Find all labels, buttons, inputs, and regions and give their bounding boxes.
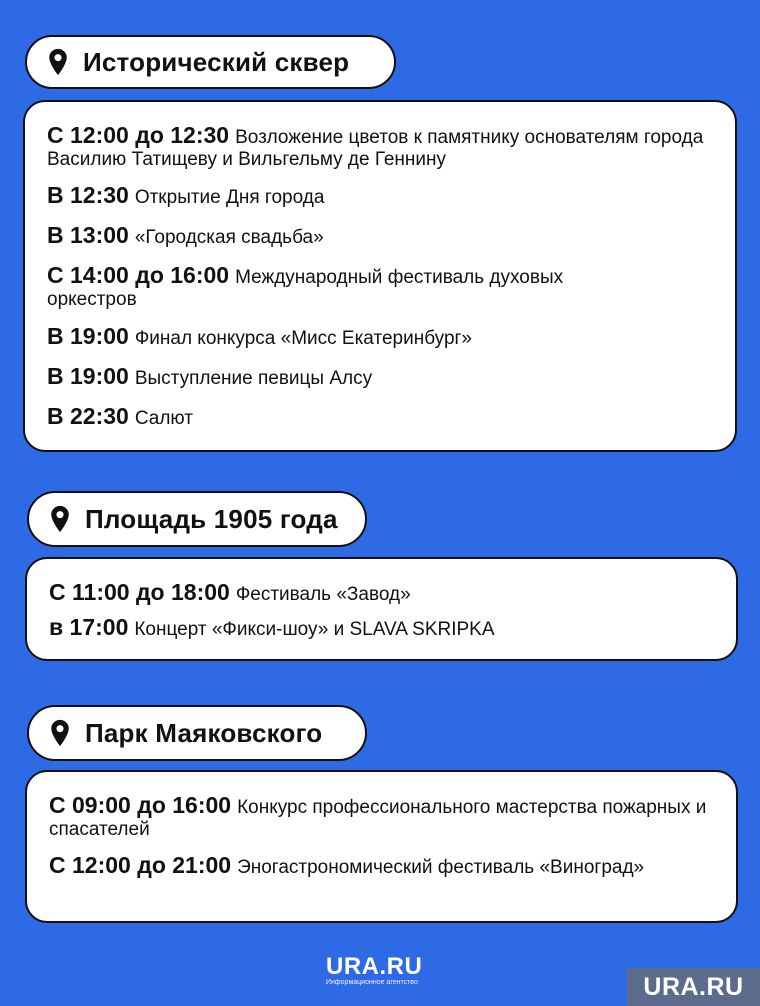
item-time: В 13:00 — [47, 222, 129, 248]
schedule-item — [49, 854, 649, 879]
item-text: Салют — [134, 408, 193, 429]
schedule-card-square-1905 — [25, 557, 738, 661]
schedule-card-historical-square — [23, 100, 737, 452]
schedule-item — [49, 581, 411, 606]
schedule-item — [47, 264, 647, 311]
section-title: Площадь 1905 года — [85, 503, 338, 534]
item-text: Эногастрономический фестиваль «Виноград» — [237, 857, 645, 878]
schedule-item — [49, 616, 495, 641]
section-title: Парк Маяковского — [85, 717, 323, 748]
item-text: Выступление певицы Алсу — [134, 368, 373, 389]
item-text: Возложение цветов к памятнику основателям города Василию Татищеву и Вильгельму де Геннину — [47, 127, 704, 170]
logo-name: URA.RU — [326, 953, 423, 980]
item-time: С 12:00 до 21:00 — [49, 852, 232, 878]
schedule-item — [47, 325, 472, 350]
section-header-square-1905 — [27, 491, 367, 547]
section-title: Исторический сквер — [83, 46, 350, 77]
ura-ru-logo — [326, 953, 423, 988]
item-time: С 09:00 до 16:00 — [49, 792, 232, 818]
item-text: Финал конкурса «Мисс Екатеринбург» — [134, 328, 473, 349]
schedule-item — [49, 794, 709, 841]
section-header-historical-square — [25, 35, 396, 89]
item-text: Концерт «Фикси-шоу» и SLAVA SKRIPKA — [134, 619, 495, 640]
logo-subtitle: Информационное агентство — [326, 979, 418, 986]
section-header-mayakovsky-park — [27, 705, 367, 761]
item-text: Конкурс профессионального мастерства пожарных и спасателей — [49, 797, 707, 840]
schedule-item — [47, 405, 193, 430]
item-text: Открытие Дня города — [134, 187, 325, 208]
item-time: С 12:00 до 12:30 — [47, 122, 230, 148]
schedule-item — [47, 365, 372, 390]
item-time: С 11:00 до 18:00 — [49, 579, 230, 605]
item-time: в 17:00 — [49, 614, 129, 640]
item-time: В 12:30 — [47, 182, 129, 208]
schedule-item — [47, 124, 719, 171]
item-time: С 14:00 до 16:00 — [47, 262, 230, 288]
item-text: «Городская свадьба» — [134, 227, 324, 248]
schedule-item — [47, 224, 324, 249]
item-time: В 19:00 — [47, 363, 129, 389]
watermark: URA.RU — [627, 968, 760, 1006]
location-pin-icon — [49, 719, 71, 747]
item-time: В 19:00 — [47, 323, 129, 349]
schedule-card-mayakovsky-park — [25, 770, 738, 923]
location-pin-icon — [49, 505, 71, 533]
item-time: В 22:30 — [47, 403, 129, 429]
item-text: Международный фестиваль духовых оркестров — [47, 267, 564, 310]
location-pin-icon — [47, 48, 69, 76]
item-text: Фестиваль «Завод» — [235, 584, 411, 605]
schedule-item — [47, 184, 324, 209]
